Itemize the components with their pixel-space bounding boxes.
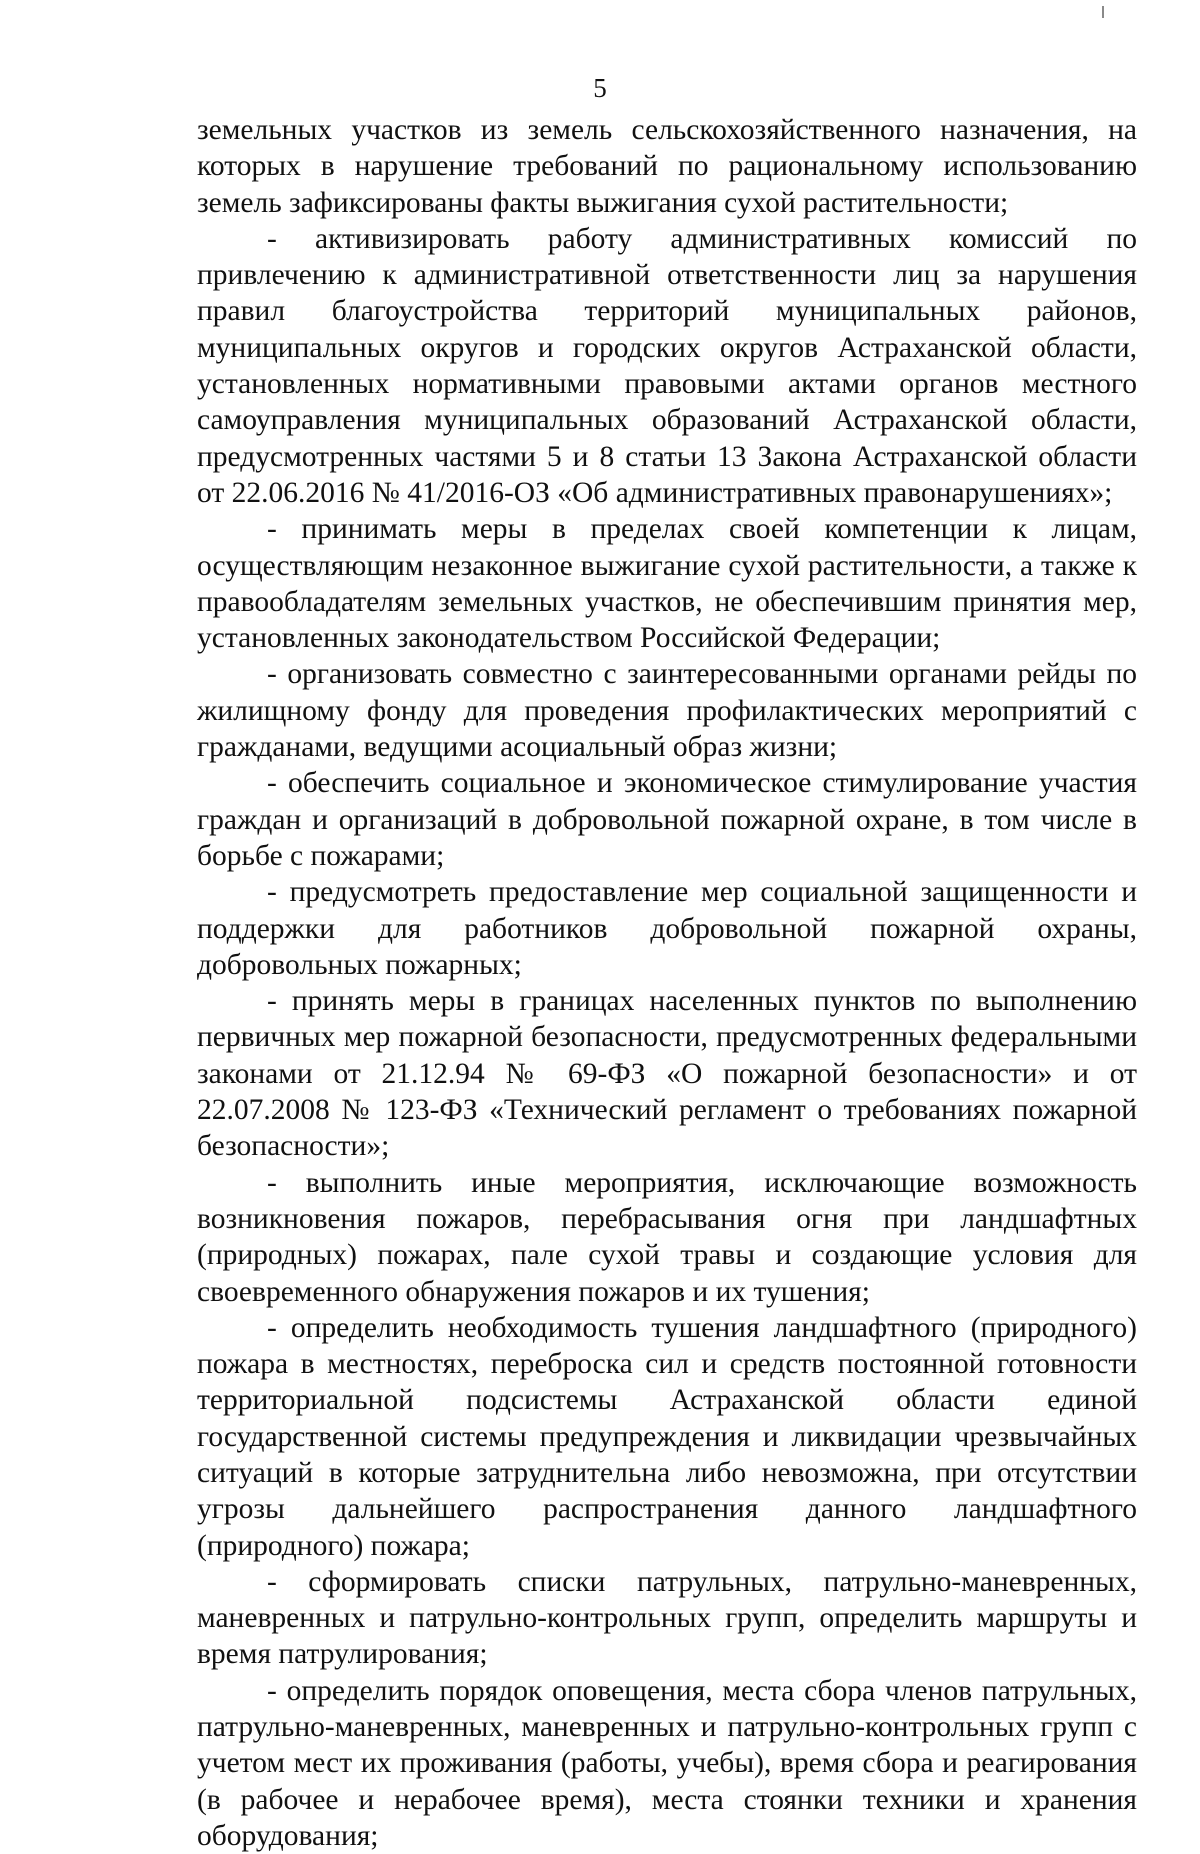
paragraph-8: - выполнить иные мероприятия, исключающие возможность возникновения пожаров, перебрасывания огня при ландшафтных (природных) пожарах, пале сухой травы и создающие условия для своевременного обнаружения пожаров и их тушения;	[197, 1166, 1137, 1308]
paragraph-1: земельных участков из земель сельскохозяйственного назначения, на которых в нарушение требований по рациональному использованию земель зафиксированы факты выжигания сухой растительности;	[197, 114, 1137, 219]
paragraph-9: - определить необходимость тушения ландшафтного (природного) пожара в местностях, переброска сил и средств постоянной готовности территориальной подсистемы Астраханской области единой государственной системы предупреждения и ликвидации чрезвычайных ситуаций в которые затруднительна либо невозможна, при отсутствии угрозы дальнейшего распространения данного ландшафтного (природного) пожара;	[197, 1311, 1137, 1562]
page-number: 5	[593, 73, 607, 103]
paragraph-6: - предусмотреть предоставление мер социальной защищенности и поддержки для работников добровольной пожарной охраны, добровольных пожарных;	[197, 876, 1137, 981]
paragraph-5: - обеспечить социальное и экономическое стимулирование участия граждан и организаций в добровольной пожарной охране, в том числе в борьбе с пожарами;	[197, 767, 1137, 872]
paragraph-7: - принять меры в границах населенных пунктов по выполнению первичных мер пожарной безопасности, предусмотренных федеральными законами от 21.12.94 № 69-ФЗ «О пожарной безопасности» и от 22.07.2008 № 123-ФЗ «Технический регламент о требованиях пожарной безопасности»;	[197, 985, 1137, 1163]
paragraph-10: - сформировать списки патрульных, патрульно-маневренных, маневренных и патрульно-контрольных групп, определить маршруты и время патрулирования;	[197, 1565, 1137, 1671]
scan-artifact	[1102, 6, 1104, 18]
paragraph-11: - определить порядок оповещения, места сбора членов патрульных, патрульно-маневренных, маневренных и патрульно-контрольных групп с учетом мест их проживания (работы, учебы), время сбора и реагирования (в рабочее и нерабочее время), места стоянки техники и хранения оборудования;	[197, 1674, 1137, 1852]
paragraph-4: - организовать совместно с заинтересованными органами рейды по жилищному фонду для проведения профилактических мероприятий с гражданами, ведущими асоциальный образ жизни;	[197, 658, 1137, 764]
document-body	[197, 112, 1137, 1854]
paragraph-3: - принимать меры в пределах своей компетенции к лицам, осуществляющим незаконное выжигание сухой растительности, а также к правообладателям земельных участков, не обеспечившим принятия мер, установленных законодательством Российской Федерации;	[197, 513, 1137, 655]
paragraph-2: - активизировать работу административных комиссий по привлечению к административной ответственности лиц за нарушения правил благоустройства территорий муниципальных районов, муниципальных округов и городских округов Астраханской области, установленных нормативными правовыми актами органов местного самоуправления муниципальных образований Астраханской области, предусмотренных частями 5 и 8 статьи 13 Закона Астраханской области от 22.06.2016 № 41/2016-ОЗ «Об административных правонарушениях»;	[197, 222, 1137, 509]
